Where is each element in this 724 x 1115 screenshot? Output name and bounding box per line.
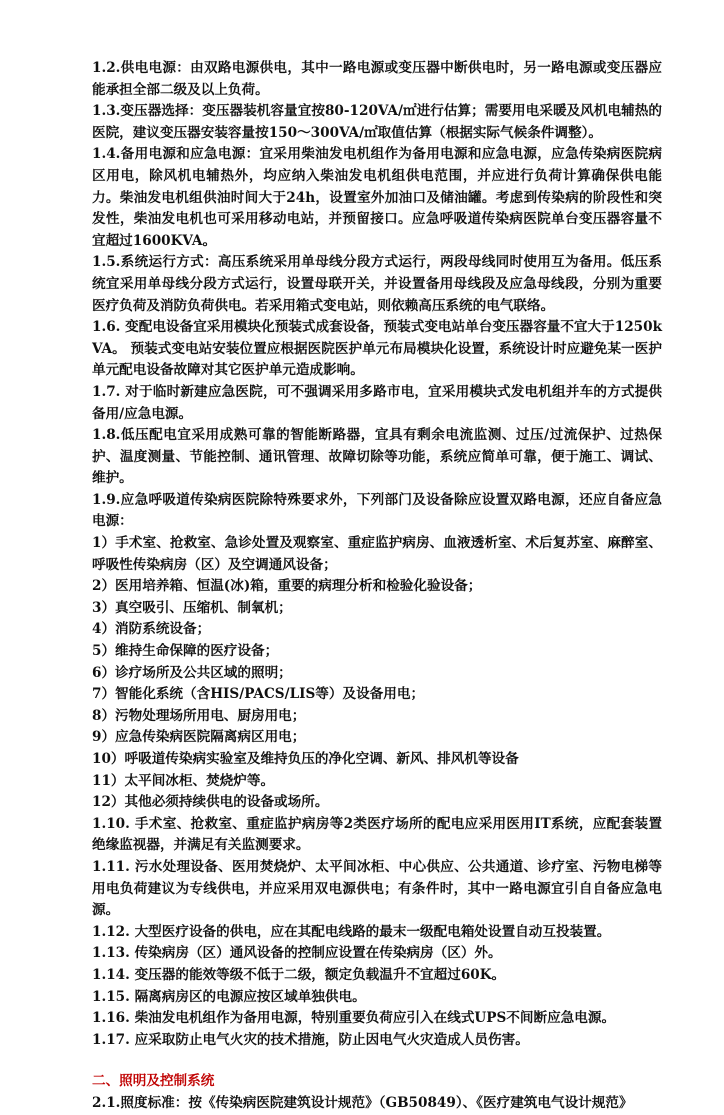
- list-item: 12）其他必须持续供电的设备或场所。: [92, 794, 329, 811]
- paragraph-1-3: 1.3.变压器选择：变压器装机容量宜按80-120VA/㎡进行估算；需要用电采暖及风机电辅热的医院，建议变压器安装容量按150～300VA/㎡取值估算（根据实际气候条件调整）。: [92, 103, 662, 141]
- paragraph-1-8: 1.8.低压配电宜采用成熟可靠的智能断路器，宜具有剩余电流监测、过压/过流保护、过热保护、温度测量、节能控制、通讯管理、故障切除等功能，系统应简单可靠，便于施工、调试、维护。: [92, 427, 662, 487]
- paragraph-1-15: 1.15. 隔离病房区的电源应按区域单独供电。: [92, 988, 366, 1005]
- list-item: 9）应急传染病医院隔离病区用电；: [92, 729, 306, 746]
- list-item: 4）消防系统设备；: [92, 621, 211, 638]
- paragraph-1-13: 1.13. 传染病房（区）通风设备的控制应设置在传染病房（区）外。: [92, 945, 502, 962]
- paragraph-1-16: 1.16. 柴油发电机组作为备用电源，特别重要负荷应引入在线式UPS不间断应急电源。: [92, 1010, 616, 1027]
- list-item: 7）智能化系统（含HIS/PACS/LIS等）及设备用电；: [92, 686, 425, 703]
- list-item: 1）手术室、抢救室、急诊处置及观察室、重症监护病房、血液透析室、术后复苏室、麻醉室、呼吸性传染病房（区）及空调通风设备；: [92, 535, 662, 573]
- paragraph-1-5: 1.5.系统运行方式：高压系统采用单母线分段方式运行，两段母线同时使用互为备用。低压系统宜采用单母线分段方式运行，设置母联开关，并设置备用母线段及应急母线段，分别为重要医疗负荷及消防负荷供电。若采用箱式变电站，则依赖高压系统的电气联络。: [92, 254, 662, 314]
- list-item: 8）污物处理场所用电、厨房用电；: [92, 707, 306, 724]
- list-item: 3）真空吸引、压缩机、制氧机；: [92, 599, 292, 616]
- paragraph-1-17: 1.17. 应采取防止电气火灾的技术措施，防止因电气火灾造成人员伤害。: [92, 1031, 529, 1048]
- paragraph-1-12: 1.12. 大型医疗设备的供电，应在其配电线路的最末一级配电箱处设置自动互投装置。: [92, 923, 611, 940]
- list-item: 6）诊疗场所及公共区域的照明；: [92, 664, 292, 681]
- paragraph-1-2: 1.2.供电电源：由双路电源供电，其中一路电源或变压器中断供电时，另一路电源或变压器应能承担全部二级及以上负荷。: [92, 60, 662, 98]
- paragraph-1-4: 1.4.备用电源和应急电源：宜采用柴油发电机组作为备用电源和应急电源，应急传染病医院病区用电，除风机电辅热外，均应纳入柴油发电机组供电范围，并应进行负荷计算确保供电能力。柴油发电机组供油时间大于24h，设置室外加油口及储油罐。考虑到传染病的阶段性和突发性，柴油发电机也可采用移动电站，并预留接口。应急呼吸道传染病医院单台变压器容量不宜超过1600KVA。: [92, 146, 662, 249]
- paragraph-1-9: 1.9.应急呼吸道传染病医院除特殊要求外，下列部门及设备除应设置双路电源，还应自备应急电源：: [92, 491, 662, 530]
- list-item: 11）太平间冰柜、焚烧炉等。: [92, 772, 275, 789]
- paragraph-1-14: 1.14. 变压器的能效等级不低于二级，额定负载温升不宜超过60K。: [92, 966, 506, 983]
- list-item: 2）医用培养箱、恒温(冰)箱，重要的病理分析和检验化验设备；: [92, 578, 482, 595]
- paragraph-1-10: 1.10. 手术室、抢救室、重症监护病房等2类医疗场所的配电应采用医用IT系统，应配套装置绝缘监视器，并满足有关监测要求。: [92, 815, 662, 854]
- paragraph-1-6: 1.6. 变配电设备宜采用模块化预装式成套设备，预装式变电站单台变压器容量不宜大于1250kVA。 预装式变电站安装位置应根据医院医护单元布局模块化设置，系统设计时应避免某一医护单元配电设备故障对其它医护单元造成影响。: [92, 319, 662, 379]
- section-heading: 二、照明及控制系统: [92, 1073, 215, 1090]
- list-item: 5）维持生命保障的医疗设备；: [92, 643, 279, 660]
- paragraph-2-1: 2.1.照度标准：按《传染病医院建筑设计规范》（GB50849）、《医疗建筑电气设计规范》: [92, 1094, 633, 1111]
- paragraph-1-7: 1.7. 对于临时新建应急医院，可不强调采用多路市电，宜采用模块式发电机组并车的方式提供备用/应急电源。: [92, 383, 662, 422]
- paragraph-1-11: 1.11. 污水处理设备、医用焚烧炉、太平间冰柜、中心供应、公共通道、诊疗室、污物电梯等用电负荷建议为专线供电，并应采用双电源供电；有条件时，其中一路电源宜引自自备应急电源。: [92, 858, 662, 919]
- document-body: [92, 58, 662, 1115]
- list-item: 10）呼吸道传染病实验室及维持负压的净化空调、新风、排风机等设备: [92, 751, 519, 767]
